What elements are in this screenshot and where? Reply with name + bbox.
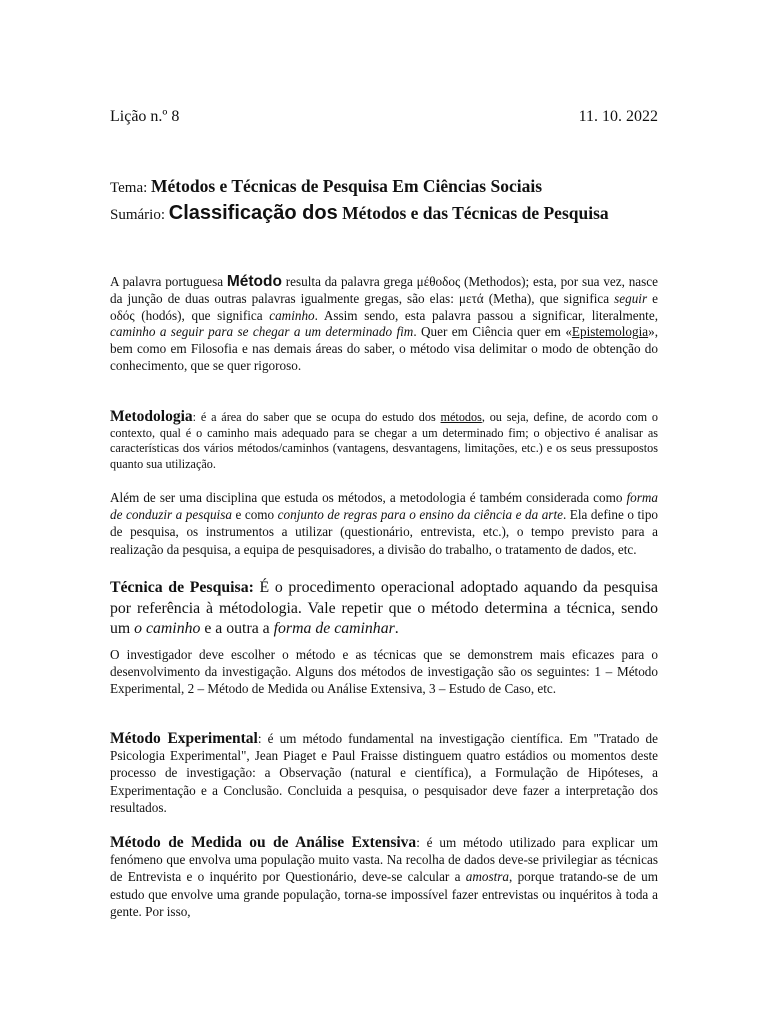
paragraph-metodologia [110,409,658,472]
paragraph-investigador [110,646,658,698]
lesson-number: Lição n.º 8 [110,108,180,125]
text: : é a área do saber que se ocupa do estudo dos [192,410,441,424]
text: . Assim sendo, esta palavra passou a significar, literalmente, [314,307,658,323]
paragraph-metodologia-2 [110,489,658,558]
text: É o procedimento operacional adoptado aquando da pesquisa por referência à métodologia. Vale repetir que o método determina a técnica, sendo um [110,579,658,637]
italic-text: forma de conduzir a pesquisa [110,490,658,523]
text: e a outra a [200,620,274,637]
paragraph-tecnica [110,578,658,640]
text: , ou seja, define, de acordo com o contexto, qual é o caminho mais adequado para se chegar a um determinado fim; o objectivo é analisar as características dos vários métodos/caminhos (vantagens, desvantagens, limitações, etc.) e os seus pressupostos quanto sua utilização. [110,410,658,471]
metodos-link[interactable]: métodos [440,410,482,424]
lesson-date: 11. 10. 2022 [578,108,658,125]
italic-text: forma de caminhar [273,620,395,637]
theme-title: Métodos e Técnicas de Pesquisa Em Ciências Sociais [151,176,543,196]
italic-text: caminho [269,307,315,323]
paragraph-metodo [110,274,658,375]
italic-text: seguir [614,290,648,306]
keyword-experimental: Método Experimental [110,730,258,747]
italic-text: o caminho [134,620,201,637]
italic-text: caminho a seguir para se chegar a um determinado fim [110,324,414,340]
text: O investigador deve escolher o método e as técnicas que se demonstrem mais eficazes para o desenvolvimento da investigação. Alguns dos métodos de investigação são os seguintes: 1 – Método Experimental, 2 – Método de Medida ou Análise Extensiva, 3 – Estudo de Caso, etc. [110,647,658,697]
text: resulta da palavra grega μέθοδος (Methodos); esta, por sua vez, nasce da junção de duas outras palavras igualmente gregas, são elas: μετά (Metha), que significa [110,274,658,306]
keyword-metodologia: Metodologia [110,408,193,425]
text: », bem como em Filosofia e nas demais áreas do saber, o método visa delimitar o modo de obtenção do conhecimento, que se quer rigoroso. [110,324,658,373]
epistemologia-link[interactable]: Epistemologia [571,324,649,340]
text: e οδός (hodós), que significa [110,290,658,323]
text: . Quer em Ciência quer em « [413,324,572,340]
summary-label: Sumário: [110,207,169,223]
summary-line [110,201,658,228]
text: A palavra portuguesa [110,274,227,289]
text: e como [231,507,278,523]
theme-line [110,176,658,197]
paragraph-experimental [110,730,658,816]
text: : é um método fundamental na investigação científica. Em "Tratado de Psicologia Experimental", Jean Piaget e Paul Fraisse distinguem quatro estádios ou momentos deste processo de investigação: a Observação (natural e científica), a Formulação de Hipóteses, a Experimentação e a Conclusão. Concluida a pesquisa, o pesquisador deve fazer a interpretação dos resultados. [110,731,658,815]
summary-title-part1: Classificação dos [168,202,338,224]
text: Além de ser uma disciplina que estuda os métodos, a metodologia é também considerada como [110,490,627,505]
italic-text: amostra [465,869,509,885]
summary-title-part2: Métodos e das Técnicas de Pesquisa [337,203,609,223]
text: , porque tratando-se de um estudo que envolve uma grande população, torna-se impossível fazer entrevistas ou inquéritos à toda a gente. Por isso, [110,869,658,919]
keyword-tecnica: Técnica de Pesquisa: [110,579,254,596]
text: . Ela define o tipo de pesquisa, os instrumentos a utilizar (questionário, entrevista, etc.), o tempo previsto para a realização da pesquisa, a equipa de pesquisadores, a divisão do trabalho, o tratamento de dados, etc. [110,507,658,557]
text: . [394,620,399,637]
keyword-metodo: Método [226,273,282,290]
italic-text: conjunto de regras para o ensino da ciência e da arte [277,507,563,523]
text: : é um método utilizado para explicar um fenómeno que envolva uma população muito vasta. Na recolha de dados deve-se privilegiar as técnicas de Entrevista e o inquérito por Questionário, deve-se calcular a [110,835,659,885]
keyword-medida: Método de Medida ou de Análise Extensiva [110,834,417,851]
theme-label: Tema: [110,180,152,196]
paragraph-medida [110,834,658,920]
